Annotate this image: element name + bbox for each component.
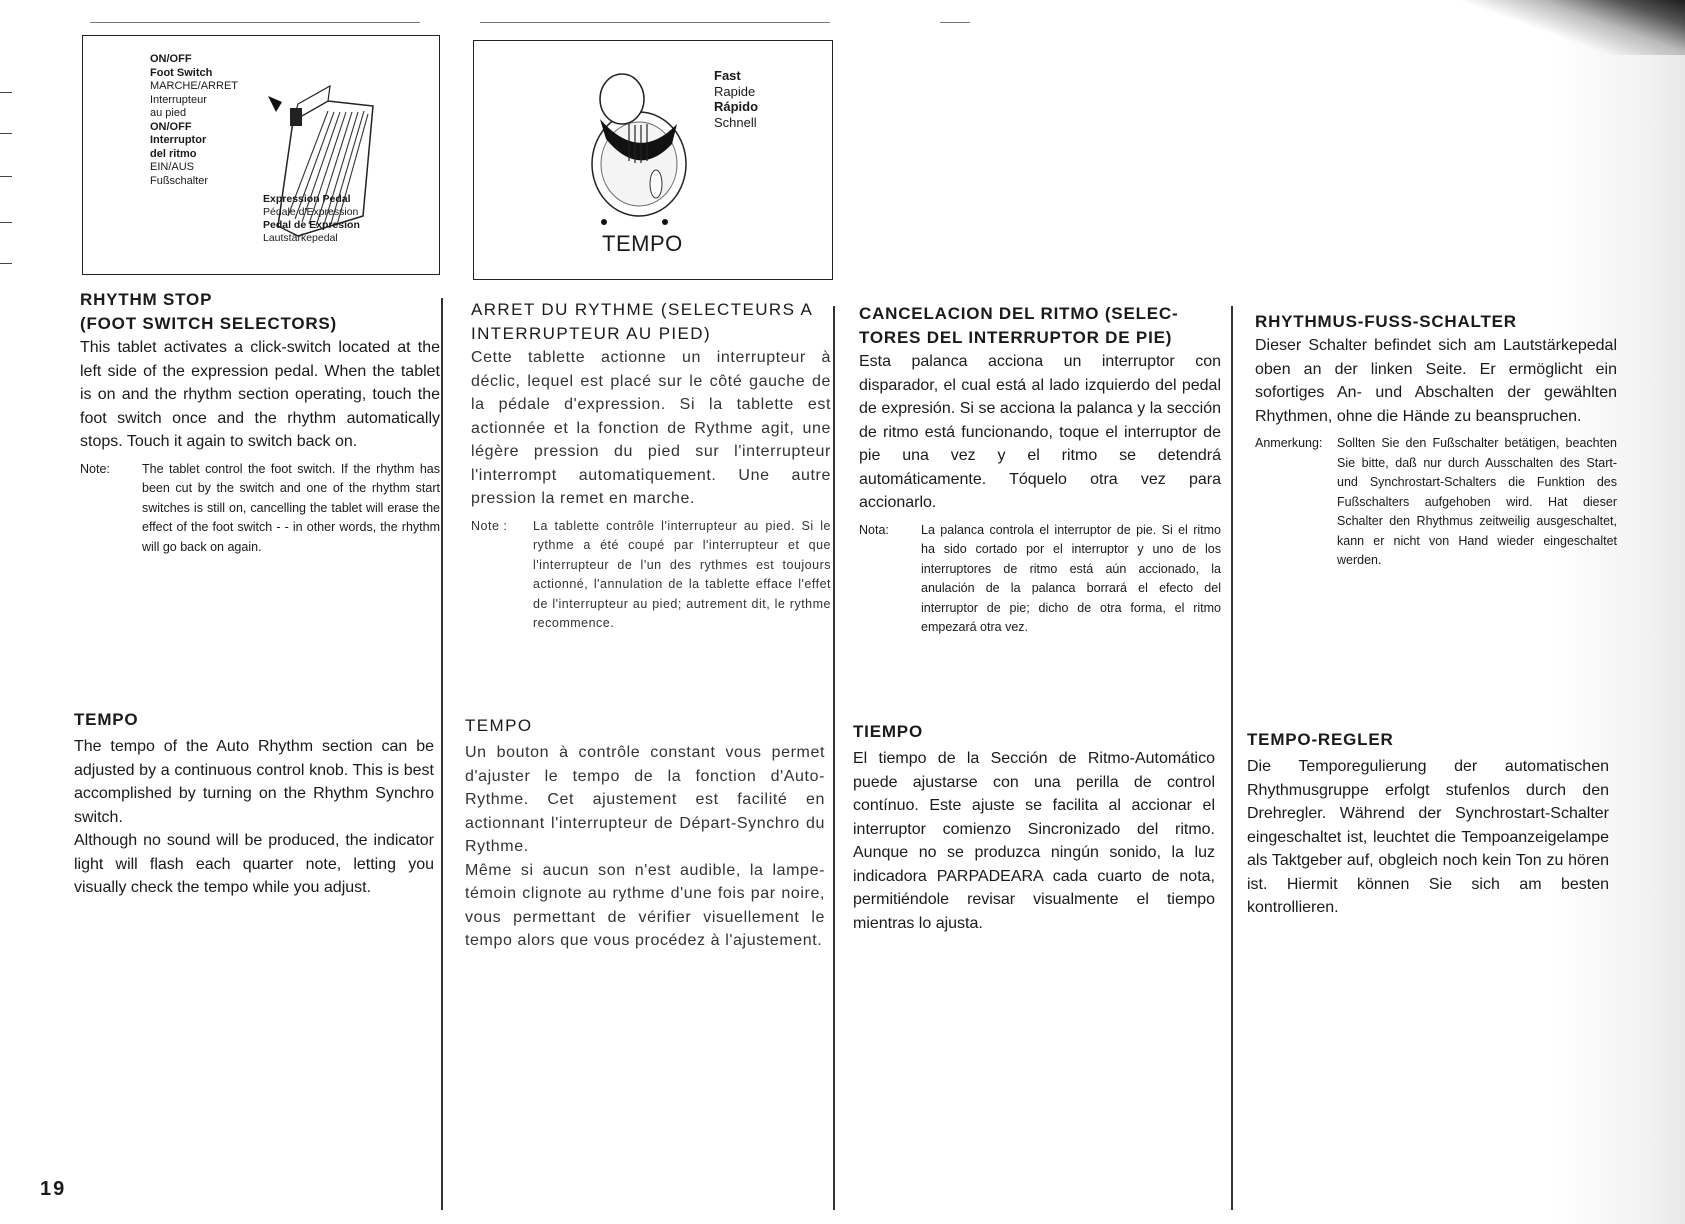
tempo-caption: TEMPO <box>602 231 683 256</box>
note-text: The tablet control the foot switch. If the rhythm has been cut by the switch and one of the rhythm start switches is still on, cancelling the tablet will erase the effect of the foot switch - - in other words, the rhythm will go back on again. <box>142 461 440 554</box>
label-line: ON/OFF <box>150 120 192 133</box>
label-line: del ritmo <box>150 147 197 160</box>
note-text: La palanca controla el interruptor de pie. Si el ritmo ha sido cortado por el interruptor y uno de los interruptores de ritmo está aún accionado, la anulación de la palanca borrará el efecto del interruptor de pie; dicho de otra forma, el ritmo empezará otra vez. <box>921 522 1221 634</box>
section-heading <box>80 288 440 336</box>
margin-mark <box>0 133 12 134</box>
pedal-labels <box>263 193 360 245</box>
column-spanish-tempo <box>853 720 1215 935</box>
scan-shadow-edge <box>1555 0 1685 1224</box>
note-text: La tablette contrôle l'interrupteur au pied. Si le rythme a été coupé par l'interrupteur et que l'interrupteur de l'un des rythmes est toujours actionné, l'annulation de la tablette efface l'effet de l'interrupteur au pied; autrement dit, le rythme recommence. <box>533 518 831 630</box>
margin-mark <box>0 92 12 93</box>
paragraph: Although no sound will be produced, the indicator light will flash each quarter note, letting you visually check the tempo while you adjust. <box>74 832 434 896</box>
column-divider <box>441 298 443 1210</box>
label-line: MARCHE/ARRET <box>150 80 239 92</box>
label-line: Rapide <box>714 83 756 99</box>
top-rule <box>90 22 420 23</box>
foot-switch-figure <box>82 35 440 275</box>
note-label: Nota: <box>859 522 889 537</box>
label-line: Pédale d'Expression <box>263 206 359 218</box>
paragraph: Un bouton à contrôle constant vous permet d'ajuster le tempo de la fonction d'Auto-Rythme. Cet ajustement est facilité en actionnant l'interrupteur de Départ-Synchro du Rythme. <box>465 744 825 855</box>
section-body: This tablet activates a click-switch located at the left side of the expression pedal. When the tablet is on and the rhythm section operating, touch the foot switch once and the rhythm automatically stops. Touch it again to switch back on. <box>80 339 440 450</box>
margin-mark <box>0 222 12 223</box>
label-line: EIN/AUS <box>150 161 195 173</box>
top-rule <box>480 22 830 23</box>
label-line: Fußschalter <box>150 174 209 187</box>
heading-line: CANCELACION DEL RITMO (SELEC- <box>859 304 1179 323</box>
paragraph: El tiempo de la Sección de Ritmo-Automático puede ajustarse con una perilla de control contínuo. Este ajuste se facilita al accionar el interruptor comienzo Sincronizado del ritmo. Aunque no se produzca ningún sonido, la luz indicadora PARPADEARA cada cuarto de nota, permitiéndole revisar visualmente el tiempo mientras lo ajusta. <box>853 750 1215 932</box>
column-german-tempo <box>1247 728 1609 920</box>
paragraph: The tempo of the Auto Rhythm section can be adjusted by a continuous control knob. This is best accomplished by turning on the Rhythm Synchro switch. <box>74 738 434 826</box>
section-body <box>74 735 434 900</box>
tempo-knob-figure <box>473 40 833 280</box>
note <box>80 460 440 558</box>
note-label: Anmerkung: <box>1255 436 1323 450</box>
note-text: Sollten Sie den Fußschalter betätigen, beachten Sie bitte, daß nur durch Ausschalten des Start- und Synchrostart-Schalters die Funktion des Fußschalters aufgehoben wird. Hat dieser Schalter den Rhythmus zeitweilig ausgeschaltet, kann er nicht von Hand wieder eingeschaltet werden. <box>1337 436 1617 567</box>
heading-line: (FOOT SWITCH SELECTORS) <box>80 314 338 333</box>
label-line: Foot Switch <box>150 66 213 79</box>
label-line: ON/OFF <box>150 53 192 65</box>
margin-mark <box>0 263 12 264</box>
indicator-dot <box>662 219 668 225</box>
paragraph: Même si aucun son n'est audible, la lampe-témoin clignote au rythme d'une fois par noire, vous permettant de vérifier visuellement le tempo alors que vous procédez à l'ajustement. <box>465 861 825 949</box>
section-heading <box>1255 310 1617 334</box>
column-german <box>1255 310 1617 571</box>
speed-labels <box>714 68 758 130</box>
label-line: Pedal de Expresion <box>263 219 360 231</box>
section-body <box>853 747 1215 935</box>
label-line: Fast <box>714 68 741 83</box>
column-french <box>471 298 831 634</box>
heading-line: RHYTHM STOP <box>80 290 213 309</box>
margin-mark <box>0 176 12 177</box>
column-english-tempo <box>74 708 434 900</box>
heading-line: ARRET DU RYTHME (SELECTEURS A <box>471 300 814 319</box>
label-line: Rápido <box>714 99 759 114</box>
heading-line: TORES DEL INTERRUPTOR DE PIE) <box>859 328 1173 347</box>
label-line: Expression Pedal <box>263 193 351 205</box>
label-line: Lautstärkepedal <box>263 232 338 244</box>
section-body: Dieser Schalter befindet sich am Lautstärkepedal oben an der linken Seite. Er ermöglicht ein sofortiges An- und Abschalten der gewählten Rhythmen, ohne die Hände zu beanspruchen. <box>1255 337 1617 425</box>
indicator-dot <box>601 219 607 225</box>
paragraph: Die Temporegulierung der automatischen Rhythmusgruppe erfolgt stufenlos durch den Drehregler. Während der Synchrostart-Schalter eingeschaltet ist, leuchtet die Tempoanzeigelampe als Taktgeber auf, obgleich noch kein Ton zu hören ist. Hiermit können Sie sich am besten kontrollieren. <box>1247 758 1609 916</box>
column-divider <box>1231 306 1233 1210</box>
column-divider <box>833 306 835 1210</box>
top-rule <box>940 22 970 23</box>
scan-corner-shadow <box>1455 0 1685 55</box>
section-body: Cette tablette actionne un interrupteur à déclic, lequel est placé sur le côté gauche de la pédale d'expression. Si la tablette est actionnée et la fonction de Rythme agit, une légère pression du pied sur l'interrupteur l'interrompt automatiquement. Une autre pression la remet en marche. <box>471 349 831 507</box>
section-heading: TIEMPO <box>853 722 923 741</box>
note <box>1255 434 1617 571</box>
label-line: Interruptor <box>150 134 207 146</box>
section-heading <box>859 302 1221 350</box>
heading-line: INTERRUPTEUR AU PIED) <box>471 324 712 343</box>
section-body: Esta palanca acciona un interruptor con disparador, el cual está al lado izquierdo del pedal de expresión. Si se acciona la palanca y la sección de ritmo está funcionando, toque el interruptor de pie una vez y el ritmo se detendrá automáticamente. Tóquelo otra vez para accionarlo. <box>859 353 1221 511</box>
label-line: Interrupteur <box>150 93 207 106</box>
column-french-tempo <box>465 714 825 953</box>
column-spanish <box>859 302 1221 638</box>
note-label: Note: <box>80 461 110 476</box>
note <box>471 517 831 634</box>
note-label: Note : <box>471 518 508 533</box>
section-heading: TEMPO <box>465 716 533 735</box>
section-heading: TEMPO-REGLER <box>1247 730 1394 749</box>
section-heading: TEMPO <box>74 710 139 729</box>
section-body <box>1247 755 1609 920</box>
page-number: 19 <box>40 1178 67 1200</box>
section-heading <box>471 298 831 346</box>
heading-line: RHYTHMUS-FUSS-SCHALTER <box>1255 312 1517 331</box>
section-body <box>465 741 825 953</box>
label-line: au pied <box>150 107 187 119</box>
foot-switch-labels <box>150 53 238 188</box>
column-english <box>80 288 440 557</box>
label-line: Schnell <box>714 114 757 130</box>
tempo-knob-icon <box>584 69 694 219</box>
note <box>859 521 1221 638</box>
